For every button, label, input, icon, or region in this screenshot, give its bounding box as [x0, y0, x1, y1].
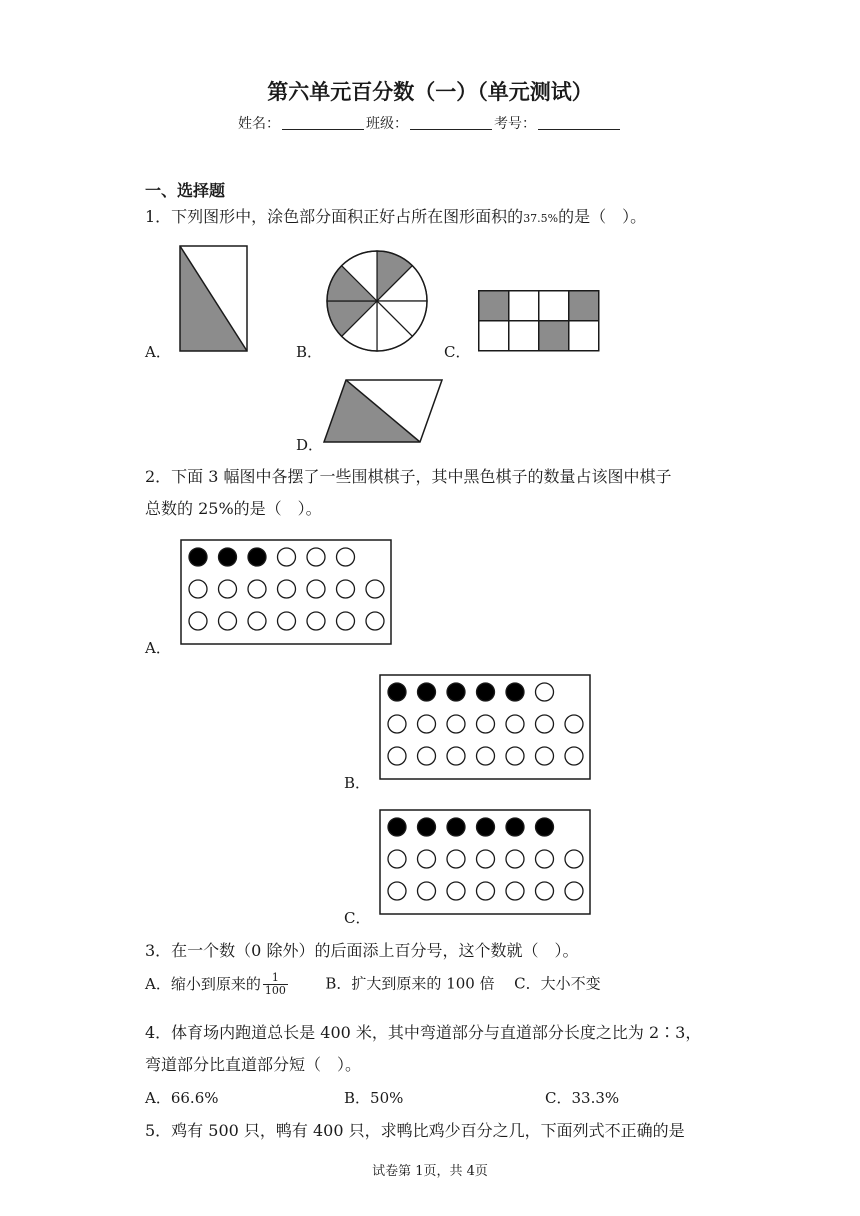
- section-heading: 一、选择题: [145, 181, 226, 200]
- q2-option-a-label[interactable]: A．: [145, 639, 171, 657]
- white-stone: [447, 882, 465, 900]
- black-stone: [477, 818, 495, 836]
- white-stone: [337, 580, 355, 598]
- q4-option-c[interactable]: C．33.3%: [545, 1089, 620, 1107]
- question-2-line2: 总数的 25%的是（ ）。: [145, 499, 322, 518]
- q3-option-b[interactable]: B．扩大到原来的 100 倍: [325, 974, 495, 993]
- q1-c-cells: [479, 291, 599, 351]
- grid-cell: [539, 321, 569, 351]
- white-stone: [447, 850, 465, 868]
- black-stone: [388, 683, 406, 701]
- exam-no-label: 考号：: [494, 116, 536, 132]
- white-stone: [248, 612, 266, 630]
- white-stone: [388, 882, 406, 900]
- q1-figure-a: [180, 246, 250, 352]
- white-stone: [506, 715, 524, 733]
- grid-cell: [479, 291, 509, 321]
- page-footer: 试卷第 1页，共 4页: [372, 1164, 488, 1179]
- white-stone: [565, 882, 583, 900]
- white-stone: [536, 747, 554, 765]
- page-title: 第六单元百分数（一）（单元测试）: [267, 80, 593, 104]
- q3-option-c[interactable]: C．大小不变: [514, 974, 601, 993]
- white-stone: [477, 747, 495, 765]
- white-stone: [565, 747, 583, 765]
- white-stone: [337, 612, 355, 630]
- white-stone: [307, 580, 325, 598]
- white-stone: [536, 683, 554, 701]
- grid-cell: [509, 321, 539, 351]
- grid-cell: [569, 291, 599, 321]
- class-label: 班级：: [366, 116, 408, 132]
- q1-option-a-label[interactable]: A．: [145, 343, 171, 361]
- black-stone: [418, 683, 436, 701]
- white-stone: [219, 612, 237, 630]
- q1-figure-d-parallelogram: [322, 378, 446, 446]
- q3-options: [145, 972, 601, 997]
- q1-figure-b-circle: [326, 250, 430, 354]
- white-stone: [307, 612, 325, 630]
- black-stone: [447, 818, 465, 836]
- white-stone: [506, 882, 524, 900]
- q2-board-a: [180, 539, 392, 645]
- question-4-line2: 弯道部分比直道部分短（ ）。: [145, 1055, 362, 1074]
- white-stone: [477, 715, 495, 733]
- q2-option-b-label[interactable]: B．: [344, 774, 371, 792]
- black-stone: [189, 548, 207, 566]
- grid-cell: [509, 291, 539, 321]
- white-stone: [536, 715, 554, 733]
- white-stone: [477, 882, 495, 900]
- white-stone: [219, 580, 237, 598]
- question-1-text: [145, 207, 646, 229]
- q3-option-a-fraction: [263, 972, 288, 997]
- white-stone: [366, 580, 384, 598]
- question-3-text: 3．在一个数（0 除外）的后面添上百分号，这个数就（ ）。: [145, 941, 579, 960]
- question-1-percent: 37.5%: [523, 212, 559, 225]
- question-1-tail: 的是（ ）。: [558, 207, 647, 226]
- q1-option-d-label[interactable]: D．: [296, 436, 324, 454]
- black-stone: [506, 818, 524, 836]
- black-stone: [536, 818, 554, 836]
- q2-board-b: [379, 674, 591, 780]
- white-stone: [447, 715, 465, 733]
- q4-option-a[interactable]: A．66.6%: [145, 1089, 219, 1107]
- grid-cell: [479, 321, 509, 351]
- black-stone: [388, 818, 406, 836]
- white-stone: [248, 580, 266, 598]
- white-stone: [366, 612, 384, 630]
- q1-option-c-label[interactable]: C．: [444, 343, 471, 361]
- white-stone: [506, 850, 524, 868]
- white-stone: [278, 612, 296, 630]
- white-stone: [418, 882, 436, 900]
- black-stone: [248, 548, 266, 566]
- white-stone: [307, 548, 325, 566]
- white-stone: [337, 548, 355, 566]
- black-stone: [418, 818, 436, 836]
- black-stone: [219, 548, 237, 566]
- black-stone: [447, 683, 465, 701]
- q1-d-shaded-triangle: [324, 380, 420, 442]
- white-stone: [278, 580, 296, 598]
- white-stone: [189, 580, 207, 598]
- exam-no-blank[interactable]: [538, 115, 620, 130]
- white-stone: [418, 850, 436, 868]
- question-2-line1: 2．下面 3 幅图中各摆了一些围棋棋子，其中黑色棋子的数量占该图中棋子: [145, 467, 672, 486]
- white-stone: [189, 612, 207, 630]
- black-stone: [506, 683, 524, 701]
- question-5-text: 5．鸡有 500 只，鸭有 400 只，求鸭比鸡少百分之几，下面列式不正确的是: [145, 1121, 685, 1140]
- q3-option-a-text: A．缩小到原来的: [145, 974, 261, 993]
- white-stone: [536, 850, 554, 868]
- white-stone: [418, 715, 436, 733]
- student-info: [0, 113, 860, 133]
- white-stone: [506, 747, 524, 765]
- name-label: 姓名：: [238, 116, 280, 132]
- white-stone: [278, 548, 296, 566]
- question-4-line1: 4．体育场内跑道总长是 400 米，其中弯道部分与直道部分长度之比为 2∶3，: [145, 1023, 702, 1042]
- grid-cell: [569, 321, 599, 351]
- q4-option-b[interactable]: B．50%: [344, 1089, 404, 1107]
- class-blank[interactable]: [410, 115, 492, 130]
- fraction-numerator: 1: [263, 972, 288, 985]
- grid-cell: [539, 291, 569, 321]
- white-stone: [477, 850, 495, 868]
- white-stone: [447, 747, 465, 765]
- white-stone: [418, 747, 436, 765]
- white-stone: [388, 747, 406, 765]
- white-stone: [388, 715, 406, 733]
- fraction-denominator: 100: [264, 984, 286, 997]
- white-stone: [388, 850, 406, 868]
- white-stone: [565, 715, 583, 733]
- white-stone: [565, 850, 583, 868]
- q2-option-c-label[interactable]: C．: [344, 909, 371, 927]
- white-stone: [536, 882, 554, 900]
- q1-option-b-label[interactable]: B．: [296, 343, 323, 361]
- q2-board-c: [379, 809, 591, 915]
- q1-figure-c-grid: [478, 290, 600, 352]
- q3-option-a[interactable]: [145, 971, 288, 997]
- black-stone: [477, 683, 495, 701]
- name-blank[interactable]: [282, 115, 364, 130]
- question-1-stem: 1．下列图形中，涂色部分面积正好占所在图形面积的: [145, 207, 524, 226]
